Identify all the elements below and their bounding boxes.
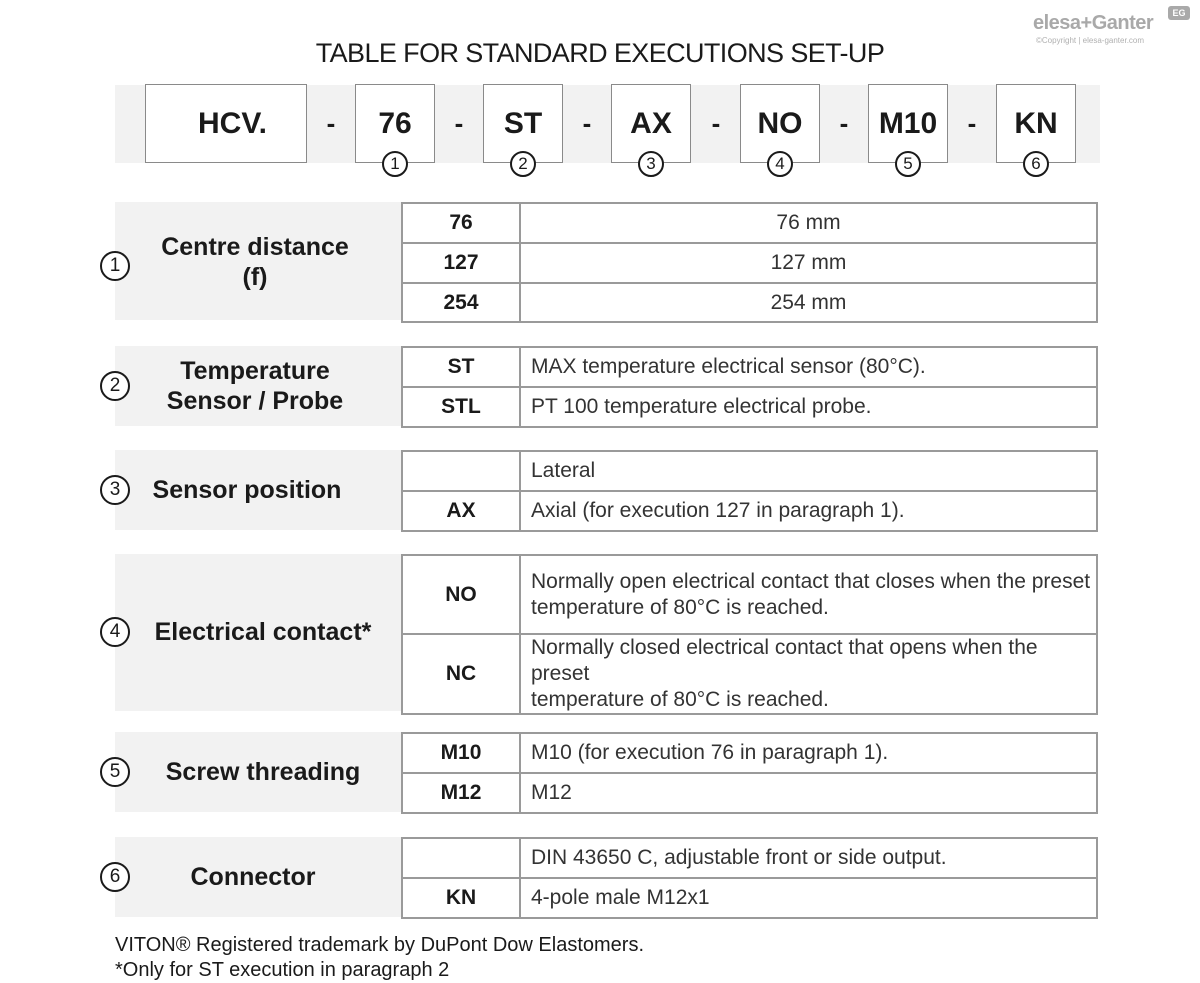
options-table [401,450,1098,532]
option-description-line: Normally closed electrical contact that opens when the preset [531,636,1038,685]
logo-badge: EG [1168,6,1190,20]
table-row [402,733,1097,773]
table-row [402,283,1097,322]
section-label [128,617,398,647]
footnote-note: *Only for ST execution in paragraph 2 [115,959,450,981]
code-prefix-box: HCV. [145,84,307,163]
options-table [401,732,1098,814]
section-label-line: Sensor / Probe [166,387,344,415]
code-part-box: AX [611,84,691,163]
option-description-line: temperature of 80°C is reached. [531,688,829,711]
option-code: M12 [402,773,520,813]
option-description: PT 100 temperature electrical probe. [520,387,1097,427]
table-row [402,387,1097,427]
section-label-line: Screw threading [165,758,361,786]
section-label-line: Sensor position [152,476,342,504]
section-label [118,862,388,892]
options-table [401,202,1098,323]
option-description-line: Normally open electrical contact that closes when the preset [531,569,1091,593]
code-part-box: 76 [355,84,435,163]
code-separator: - [711,108,721,138]
code-separator: - [582,108,592,138]
code-part-box: M10 [868,84,948,163]
option-code: NC [402,634,520,714]
table-row [402,878,1097,918]
logo-brand-text: elesa+Ganter [1033,12,1154,34]
section-label [120,356,390,416]
section-number-icon: 5 [100,757,130,787]
option-code [402,838,520,878]
option-code: 76 [402,203,520,243]
section-number-icon: 1 [100,251,130,281]
table-row [402,243,1097,283]
option-description [520,634,1097,714]
footnotes [115,933,644,983]
options-table [401,554,1098,715]
option-description-line: temperature of 80°C is reached. [531,595,829,619]
code-part-box: ST [483,84,563,163]
table-row [402,634,1097,714]
section-number-icon: 3 [100,475,130,505]
option-code: AX [402,491,520,531]
section-label-line: Temperature [180,357,330,385]
code-part-number-icon: 5 [895,151,921,177]
section-label [120,232,390,292]
code-part-number-icon: 1 [382,151,408,177]
table-row [402,451,1097,491]
section-label-line: Centre distance [161,233,349,261]
option-description: DIN 43650 C, adjustable front or side output. [520,838,1097,878]
code-part-box: NO [740,84,820,163]
code-part-number-icon: 4 [767,151,793,177]
table-row [402,773,1097,813]
option-description: MAX temperature electrical sensor (80°C). [520,347,1097,387]
option-code: 127 [402,243,520,283]
code-separator: - [839,108,849,138]
page-title: TABLE FOR STANDARD EXECUTIONS SET-UP [315,38,885,68]
section-number-icon: 6 [100,862,130,892]
option-code: KN [402,878,520,918]
option-description [520,555,1097,634]
footnote-trademark: VITON® Registered trademark by DuPont Dow Elastomers. [115,934,645,956]
section-label [112,475,382,505]
section-number-icon: 2 [100,371,130,401]
table-row [402,491,1097,531]
option-code: NO [402,555,520,634]
option-code: ST [402,347,520,387]
option-description: M12 [520,773,1097,813]
section-label-line: Electrical contact* [154,618,372,646]
code-separator: - [967,108,977,138]
option-code: M10 [402,733,520,773]
code-part-number-icon: 2 [510,151,536,177]
section-number-icon: 4 [100,617,130,647]
option-code: STL [402,387,520,427]
table-row [402,347,1097,387]
option-code [402,451,520,491]
code-part-box: KN [996,84,1076,163]
option-description: Lateral [520,451,1097,491]
option-description: M10 (for execution 76 in paragraph 1). [520,733,1097,773]
option-description: 76 mm [520,203,1097,243]
code-part-number-icon: 3 [638,151,664,177]
options-table [401,837,1098,919]
options-table [401,346,1098,428]
table-row [402,203,1097,243]
section-label [128,757,398,787]
section-label-line: Connector [190,863,316,891]
option-description: 127 mm [520,243,1097,283]
code-part-number-icon: 6 [1023,151,1049,177]
option-description: 254 mm [520,283,1097,322]
code-separator: - [454,108,464,138]
logo-copyright: ©Copyright | elesa-ganter.com [1036,36,1145,45]
option-description: 4-pole male M12x1 [520,878,1097,918]
code-separator: - [326,108,336,138]
option-description: Axial (for execution 127 in paragraph 1). [520,491,1097,531]
table-row [402,838,1097,878]
option-code: 254 [402,283,520,322]
section-label-line: (f) [242,263,268,291]
table-row [402,555,1097,634]
